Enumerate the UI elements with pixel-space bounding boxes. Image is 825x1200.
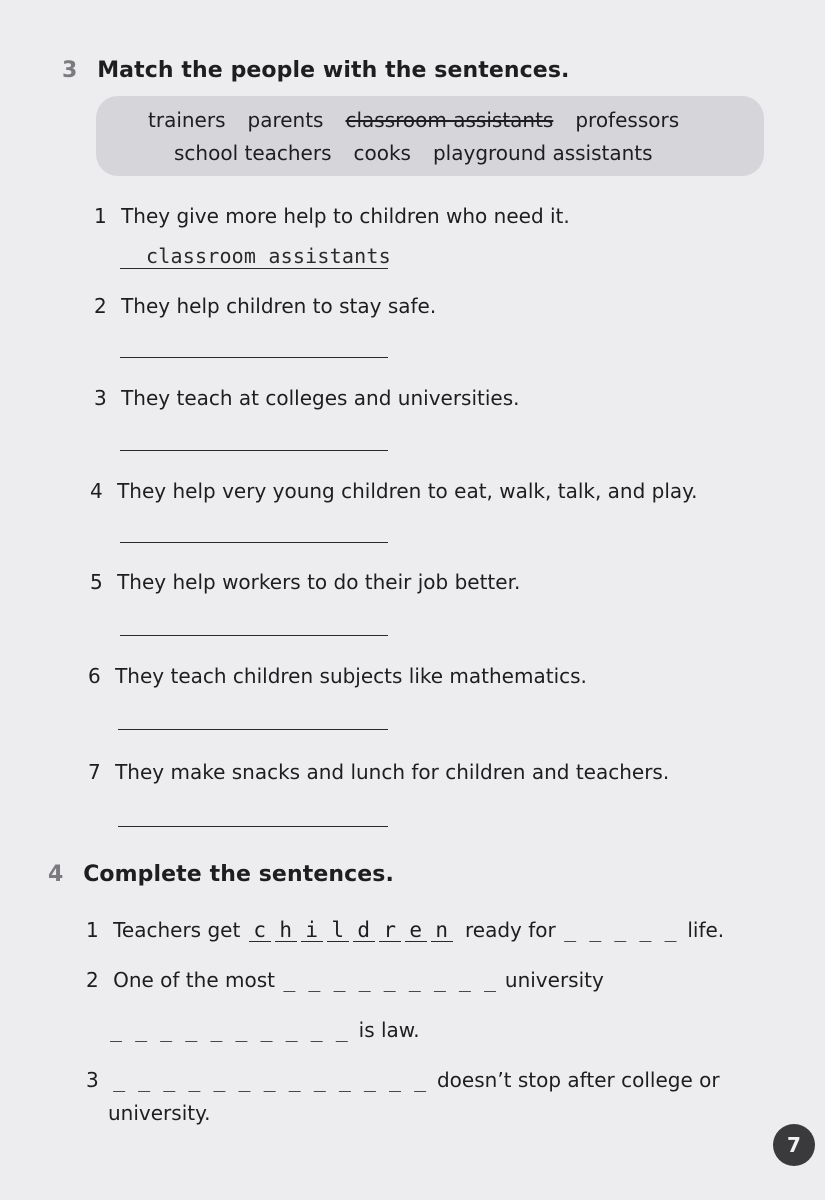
item-5 (90, 570, 520, 594)
word-school-teachers: school teachers (174, 141, 332, 165)
letter-slot[interactable]: c (249, 919, 271, 942)
item-text: They help children to stay safe. (121, 294, 437, 318)
letter-slot[interactable]: i (301, 919, 323, 942)
answer-line-3[interactable] (120, 450, 388, 451)
answer-line-6[interactable] (118, 729, 388, 730)
item-text: They give more help to children who need it. (121, 204, 570, 228)
blank[interactable]: _ _ _ _ _ (564, 918, 677, 942)
sentence-text: ready for (465, 918, 556, 942)
answer-line-5[interactable] (120, 635, 388, 636)
letter-slot[interactable]: l (327, 919, 349, 942)
item-number: 3 (94, 386, 107, 410)
sentence-text: doesn’t stop after college or (436, 1068, 720, 1092)
item-1 (94, 204, 570, 228)
answer-line-1[interactable] (120, 268, 388, 269)
answer-letter-slots[interactable] (249, 918, 457, 942)
exercise-title: Complete the sentences. (83, 862, 394, 887)
word-bank-row-2 (174, 141, 653, 165)
exercise-number: 3 (62, 58, 78, 83)
exercise-title: Match the people with the sentences. (97, 58, 570, 83)
complete-sentence-2 (86, 968, 604, 992)
word-cooks: cooks (353, 141, 411, 165)
word-professors: professors (575, 108, 680, 132)
item-number: 2 (94, 294, 107, 318)
exercise-4-heading (48, 862, 394, 887)
word-trainers: trainers (148, 108, 226, 132)
answer-line-2[interactable] (120, 357, 388, 358)
sentence-text: One of the most (113, 968, 275, 992)
item-number: 5 (90, 570, 103, 594)
letter-slot[interactable]: r (379, 919, 401, 942)
word-playground-assistants: playground assistants (432, 141, 653, 165)
item-6 (88, 664, 587, 688)
letter-slot[interactable]: d (353, 919, 375, 942)
sentence-number: 3 (86, 1068, 99, 1092)
item-text: They teach at colleges and universities. (121, 386, 520, 410)
item-number: 7 (88, 760, 101, 784)
item-text: They help very young children to eat, walk, talk, and play. (117, 479, 698, 503)
sentence-text: life. (687, 918, 725, 942)
exercise-number: 4 (48, 862, 64, 887)
item-3 (94, 386, 520, 410)
handwritten-answer-1: classroom assistants (146, 244, 391, 268)
item-text: They make snacks and lunch for children and teachers. (115, 760, 670, 784)
word-bank-row-1 (148, 108, 679, 132)
word-classroom-assistants-crossed: classroom assistants (345, 108, 554, 132)
sentence-number: 2 (86, 968, 99, 992)
complete-sentence-1 (86, 918, 724, 942)
item-7 (88, 760, 669, 784)
blank[interactable]: _ _ _ _ _ _ _ _ _ _ (110, 1018, 349, 1042)
item-number: 4 (90, 479, 103, 503)
sentence-number: 1 (86, 918, 99, 942)
blank[interactable]: _ _ _ _ _ _ _ _ _ _ _ _ _ (113, 1068, 427, 1092)
letter-slot[interactable]: h (275, 919, 297, 942)
answer-line-7[interactable] (118, 826, 388, 827)
word-parents: parents (247, 108, 324, 132)
item-text: They help workers to do their job better. (117, 570, 521, 594)
sentence-text: university (504, 968, 604, 992)
item-number: 1 (94, 204, 107, 228)
letter-slot[interactable]: n (431, 919, 453, 942)
complete-sentence-3-line-2: university. (108, 1101, 211, 1125)
page-number-badge: 7 (773, 1124, 815, 1166)
item-number: 6 (88, 664, 101, 688)
sentence-text: is law. (358, 1018, 420, 1042)
complete-sentence-3 (86, 1068, 720, 1092)
answer-line-4[interactable] (120, 542, 388, 543)
item-text: They teach children subjects like mathematics. (115, 664, 587, 688)
blank[interactable]: _ _ _ _ _ _ _ _ _ (283, 968, 497, 992)
item-4 (90, 479, 698, 503)
sentence-text: Teachers get (113, 918, 241, 942)
word-bank (96, 96, 764, 176)
item-2 (94, 294, 436, 318)
exercise-3-heading (62, 58, 569, 83)
letter-slot[interactable]: e (405, 919, 427, 942)
complete-sentence-2-line-2 (110, 1018, 420, 1042)
